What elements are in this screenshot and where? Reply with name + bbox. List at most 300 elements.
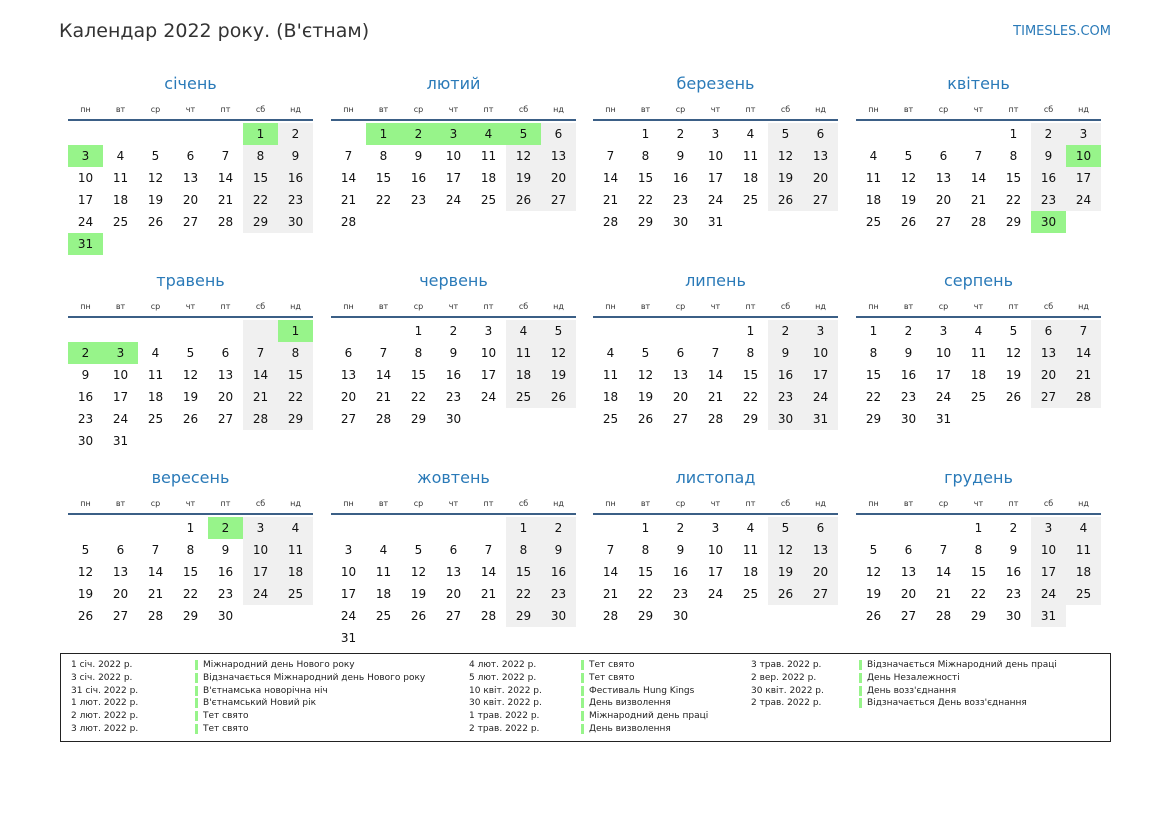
weekend-day-cell[interactable]: 10: [243, 539, 278, 561]
weekend-day-cell[interactable]: 27: [1031, 386, 1066, 408]
day-cell[interactable]: 27: [340, 412, 357, 426]
weekend-day-cell[interactable]: 19: [506, 167, 541, 189]
weekend-day-cell[interactable]: 9: [278, 145, 313, 167]
day-cell[interactable]: 15: [637, 171, 654, 185]
day-cell[interactable]: 29: [410, 412, 427, 426]
day-cell[interactable]: 18: [742, 565, 759, 579]
day-cell[interactable]: 29: [970, 609, 987, 623]
day-cell[interactable]: 15: [865, 368, 882, 382]
weekend-day-cell[interactable]: 20: [803, 561, 838, 583]
day-cell[interactable]: 6: [676, 346, 685, 360]
day-cell[interactable]: 2: [449, 324, 458, 338]
day-cell[interactable]: 20: [217, 390, 234, 404]
day-cell[interactable]: 16: [672, 171, 689, 185]
weekend-day-cell[interactable]: 19: [768, 561, 803, 583]
day-cell[interactable]: 21: [707, 390, 724, 404]
weekend-day-cell[interactable]: 12: [541, 342, 576, 364]
day-cell[interactable]: 8: [1009, 149, 1018, 163]
day-cell[interactable]: 6: [449, 543, 458, 557]
day-cell[interactable]: 5: [186, 346, 195, 360]
weekend-day-cell[interactable]: 11: [506, 342, 541, 364]
day-cell[interactable]: 10: [77, 171, 94, 185]
weekend-day-cell[interactable]: 23: [768, 386, 803, 408]
day-cell[interactable]: 12: [147, 171, 164, 185]
weekend-day-cell[interactable]: 31: [803, 408, 838, 430]
day-cell[interactable]: 17: [707, 171, 724, 185]
holiday-day-cell[interactable]: 3: [68, 145, 103, 167]
weekend-day-cell[interactable]: 29: [506, 605, 541, 627]
day-cell[interactable]: 21: [935, 587, 952, 601]
day-cell[interactable]: 8: [641, 543, 650, 557]
day-cell[interactable]: 1: [641, 127, 650, 141]
weekend-day-cell[interactable]: 5: [768, 517, 803, 539]
day-cell[interactable]: 15: [637, 565, 654, 579]
weekend-day-cell[interactable]: 20: [1031, 364, 1066, 386]
day-cell[interactable]: 31: [935, 412, 952, 426]
weekend-day-cell[interactable]: 30: [541, 605, 576, 627]
day-cell[interactable]: 10: [340, 565, 357, 579]
weekend-day-cell[interactable]: 2: [768, 320, 803, 342]
day-cell[interactable]: 9: [676, 543, 685, 557]
weekend-day-cell[interactable]: 20: [541, 167, 576, 189]
day-cell[interactable]: 4: [746, 521, 755, 535]
day-cell[interactable]: 24: [445, 193, 462, 207]
day-cell[interactable]: 22: [1005, 193, 1022, 207]
day-cell[interactable]: 28: [935, 609, 952, 623]
day-cell[interactable]: 23: [77, 412, 94, 426]
weekend-day-cell[interactable]: 6: [1031, 320, 1066, 342]
day-cell[interactable]: 3: [939, 324, 948, 338]
day-cell[interactable]: 11: [742, 543, 759, 557]
day-cell[interactable]: 29: [742, 412, 759, 426]
weekend-day-cell[interactable]: 16: [541, 561, 576, 583]
weekend-day-cell[interactable]: 27: [541, 189, 576, 211]
day-cell[interactable]: 15: [410, 368, 427, 382]
weekend-day-cell[interactable]: 16: [1031, 167, 1066, 189]
day-cell[interactable]: 29: [637, 609, 654, 623]
day-cell[interactable]: 14: [480, 565, 497, 579]
day-cell[interactable]: 28: [707, 412, 724, 426]
day-cell[interactable]: 28: [602, 215, 619, 229]
weekend-day-cell[interactable]: 12: [506, 145, 541, 167]
day-cell[interactable]: 21: [602, 193, 619, 207]
day-cell[interactable]: 16: [217, 565, 234, 579]
weekend-day-cell[interactable]: 3: [1031, 517, 1066, 539]
day-cell[interactable]: 17: [112, 390, 129, 404]
day-cell[interactable]: 4: [606, 346, 615, 360]
day-cell[interactable]: 8: [869, 346, 878, 360]
weekend-day-cell[interactable]: 10: [803, 342, 838, 364]
day-cell[interactable]: 17: [445, 171, 462, 185]
day-cell[interactable]: 25: [147, 412, 164, 426]
holiday-day-cell[interactable]: 3: [436, 123, 471, 145]
day-cell[interactable]: 9: [81, 368, 90, 382]
day-cell[interactable]: 14: [375, 368, 392, 382]
day-cell[interactable]: 26: [865, 609, 882, 623]
day-cell[interactable]: 27: [182, 215, 199, 229]
weekend-day-cell[interactable]: 16: [768, 364, 803, 386]
weekend-day-cell[interactable]: 14: [243, 364, 278, 386]
day-cell[interactable]: 21: [970, 193, 987, 207]
day-cell[interactable]: 20: [445, 587, 462, 601]
day-cell[interactable]: 30: [217, 609, 234, 623]
day-cell[interactable]: 5: [641, 346, 650, 360]
weekend-day-cell[interactable]: 22: [506, 583, 541, 605]
day-cell[interactable]: 9: [449, 346, 458, 360]
day-cell[interactable]: 22: [637, 587, 654, 601]
weekend-day-cell[interactable]: 13: [803, 145, 838, 167]
weekend-day-cell[interactable]: 20: [803, 167, 838, 189]
day-cell[interactable]: 4: [869, 149, 878, 163]
weekend-day-cell[interactable]: 26: [768, 583, 803, 605]
day-cell[interactable]: 16: [672, 565, 689, 579]
day-cell[interactable]: 10: [112, 368, 129, 382]
day-cell[interactable]: 31: [707, 215, 724, 229]
day-cell[interactable]: 31: [112, 434, 129, 448]
day-cell[interactable]: 1: [746, 324, 755, 338]
day-cell[interactable]: 14: [707, 368, 724, 382]
day-cell[interactable]: 18: [742, 171, 759, 185]
weekend-day-cell[interactable]: 24: [803, 386, 838, 408]
day-cell[interactable]: 12: [1005, 346, 1022, 360]
day-cell[interactable]: 15: [1005, 171, 1022, 185]
day-cell[interactable]: 1: [869, 324, 878, 338]
day-cell[interactable]: 27: [672, 412, 689, 426]
day-cell[interactable]: 28: [970, 215, 987, 229]
weekend-day-cell[interactable]: 5: [541, 320, 576, 342]
weekend-day-cell[interactable]: 9: [541, 539, 576, 561]
weekend-day-cell[interactable]: 2: [278, 123, 313, 145]
day-cell[interactable]: 27: [112, 609, 129, 623]
day-cell[interactable]: 14: [217, 171, 234, 185]
day-cell[interactable]: 13: [217, 368, 234, 382]
day-cell[interactable]: 25: [602, 412, 619, 426]
day-cell[interactable]: 16: [410, 171, 427, 185]
day-cell[interactable]: 27: [445, 609, 462, 623]
day-cell[interactable]: 2: [1009, 521, 1018, 535]
day-cell[interactable]: 7: [221, 149, 230, 163]
day-cell[interactable]: 30: [1005, 609, 1022, 623]
day-cell[interactable]: 4: [379, 543, 388, 557]
day-cell[interactable]: 26: [182, 412, 199, 426]
weekend-day-cell[interactable]: 24: [1066, 189, 1101, 211]
day-cell[interactable]: 24: [112, 412, 129, 426]
day-cell[interactable]: 29: [182, 609, 199, 623]
day-cell[interactable]: 1: [641, 521, 650, 535]
holiday-day-cell[interactable]: 2: [401, 123, 436, 145]
weekend-day-cell[interactable]: 1: [506, 517, 541, 539]
weekend-day-cell[interactable]: 31: [1031, 605, 1066, 627]
day-cell[interactable]: 16: [77, 390, 94, 404]
day-cell[interactable]: 20: [340, 390, 357, 404]
weekend-day-cell[interactable]: 25: [1066, 583, 1101, 605]
day-cell[interactable]: 22: [865, 390, 882, 404]
weekend-day-cell[interactable]: 2: [541, 517, 576, 539]
weekend-day-cell[interactable]: 17: [803, 364, 838, 386]
weekend-day-cell[interactable]: 22: [243, 189, 278, 211]
day-cell[interactable]: 9: [1009, 543, 1018, 557]
weekend-day-cell[interactable]: 3: [243, 517, 278, 539]
day-cell[interactable]: 29: [1005, 215, 1022, 229]
weekend-day-cell[interactable]: 13: [541, 145, 576, 167]
day-cell[interactable]: 16: [445, 368, 462, 382]
weekend-day-cell[interactable]: 27: [803, 583, 838, 605]
weekend-day-cell[interactable]: 8: [243, 145, 278, 167]
day-cell[interactable]: 21: [147, 587, 164, 601]
day-cell[interactable]: 1: [414, 324, 423, 338]
weekend-day-cell[interactable]: 28: [1066, 386, 1101, 408]
day-cell[interactable]: 23: [672, 587, 689, 601]
day-cell[interactable]: 13: [900, 565, 917, 579]
day-cell[interactable]: 8: [746, 346, 755, 360]
day-cell[interactable]: 10: [480, 346, 497, 360]
day-cell[interactable]: 24: [935, 390, 952, 404]
weekend-day-cell[interactable]: 14: [1066, 342, 1101, 364]
weekend-day-cell[interactable]: 17: [243, 561, 278, 583]
day-cell[interactable]: 3: [711, 521, 720, 535]
day-cell[interactable]: 7: [711, 346, 720, 360]
day-cell[interactable]: 9: [221, 543, 230, 557]
day-cell[interactable]: 18: [112, 193, 129, 207]
holiday-day-cell[interactable]: 2: [68, 342, 103, 364]
weekend-day-cell[interactable]: 2: [1031, 123, 1066, 145]
day-cell[interactable]: 19: [637, 390, 654, 404]
weekend-day-cell[interactable]: 30: [768, 408, 803, 430]
weekend-day-cell[interactable]: 23: [1031, 189, 1066, 211]
weekend-day-cell[interactable]: 26: [768, 189, 803, 211]
weekend-day-cell[interactable]: 12: [768, 539, 803, 561]
day-cell[interactable]: 18: [480, 171, 497, 185]
weekend-day-cell[interactable]: 23: [278, 189, 313, 211]
weekend-day-cell[interactable]: 9: [1031, 145, 1066, 167]
day-cell[interactable]: 25: [480, 193, 497, 207]
day-cell[interactable]: 14: [935, 565, 952, 579]
day-cell[interactable]: 28: [340, 215, 357, 229]
day-cell[interactable]: 26: [1005, 390, 1022, 404]
day-cell[interactable]: 13: [935, 171, 952, 185]
day-cell[interactable]: 23: [445, 390, 462, 404]
day-cell[interactable]: 12: [77, 565, 94, 579]
day-cell[interactable]: 13: [672, 368, 689, 382]
day-cell[interactable]: 5: [1009, 324, 1018, 338]
day-cell[interactable]: 5: [869, 543, 878, 557]
day-cell[interactable]: 26: [147, 215, 164, 229]
day-cell[interactable]: 29: [865, 412, 882, 426]
day-cell[interactable]: 11: [865, 171, 882, 185]
day-cell[interactable]: 11: [742, 149, 759, 163]
day-cell[interactable]: 12: [900, 171, 917, 185]
day-cell[interactable]: 13: [445, 565, 462, 579]
day-cell[interactable]: 12: [865, 565, 882, 579]
weekend-day-cell[interactable]: 5: [768, 123, 803, 145]
weekend-day-cell[interactable]: 12: [768, 145, 803, 167]
day-cell[interactable]: 27: [935, 215, 952, 229]
day-cell[interactable]: 22: [182, 587, 199, 601]
weekend-day-cell[interactable]: 3: [1066, 123, 1101, 145]
weekend-day-cell[interactable]: 9: [768, 342, 803, 364]
day-cell[interactable]: 23: [672, 193, 689, 207]
day-cell[interactable]: 7: [606, 149, 615, 163]
holiday-day-cell[interactable]: 1: [243, 123, 278, 145]
weekend-day-cell[interactable]: 26: [506, 189, 541, 211]
day-cell[interactable]: 14: [602, 565, 619, 579]
day-cell[interactable]: 30: [900, 412, 917, 426]
day-cell[interactable]: 4: [116, 149, 125, 163]
day-cell[interactable]: 7: [974, 149, 983, 163]
day-cell[interactable]: 20: [672, 390, 689, 404]
weekend-day-cell[interactable]: 24: [243, 583, 278, 605]
day-cell[interactable]: 8: [414, 346, 423, 360]
day-cell[interactable]: 10: [707, 543, 724, 557]
day-cell[interactable]: 13: [112, 565, 129, 579]
day-cell[interactable]: 18: [602, 390, 619, 404]
day-cell[interactable]: 18: [375, 587, 392, 601]
day-cell[interactable]: 24: [340, 609, 357, 623]
weekend-day-cell[interactable]: 21: [243, 386, 278, 408]
day-cell[interactable]: 24: [480, 390, 497, 404]
weekend-day-cell[interactable]: 6: [803, 517, 838, 539]
weekend-day-cell[interactable]: 25: [278, 583, 313, 605]
day-cell[interactable]: 17: [480, 368, 497, 382]
day-cell[interactable]: 1: [974, 521, 983, 535]
day-cell[interactable]: 12: [637, 368, 654, 382]
weekend-day-cell[interactable]: 7: [243, 342, 278, 364]
day-cell[interactable]: 11: [480, 149, 497, 163]
day-cell[interactable]: 3: [484, 324, 493, 338]
weekend-day-cell[interactable]: 8: [506, 539, 541, 561]
weekend-day-cell[interactable]: 18: [1066, 561, 1101, 583]
day-cell[interactable]: 20: [112, 587, 129, 601]
day-cell[interactable]: 28: [602, 609, 619, 623]
day-cell[interactable]: 15: [375, 171, 392, 185]
day-cell[interactable]: 14: [602, 171, 619, 185]
day-cell[interactable]: 6: [116, 543, 125, 557]
day-cell[interactable]: 7: [379, 346, 388, 360]
day-cell[interactable]: 11: [112, 171, 129, 185]
weekend-day-cell[interactable]: 15: [243, 167, 278, 189]
day-cell[interactable]: 23: [1005, 587, 1022, 601]
weekend-day-cell[interactable]: 13: [1031, 342, 1066, 364]
weekend-day-cell[interactable]: 15: [506, 561, 541, 583]
day-cell[interactable]: 22: [637, 193, 654, 207]
weekend-day-cell[interactable]: 7: [1066, 320, 1101, 342]
day-cell[interactable]: 21: [217, 193, 234, 207]
day-cell[interactable]: 16: [900, 368, 917, 382]
weekend-day-cell[interactable]: 4: [1066, 517, 1101, 539]
day-cell[interactable]: 14: [147, 565, 164, 579]
weekend-day-cell[interactable]: 27: [803, 189, 838, 211]
day-cell[interactable]: 30: [672, 215, 689, 229]
weekend-day-cell[interactable]: 25: [506, 386, 541, 408]
day-cell[interactable]: 8: [186, 543, 195, 557]
weekend-day-cell[interactable]: 4: [506, 320, 541, 342]
weekend-day-cell[interactable]: 21: [1066, 364, 1101, 386]
weekend-day-cell[interactable]: 19: [768, 167, 803, 189]
weekend-day-cell[interactable]: 18: [278, 561, 313, 583]
day-cell[interactable]: 29: [637, 215, 654, 229]
day-cell[interactable]: 6: [904, 543, 913, 557]
day-cell[interactable]: 24: [707, 587, 724, 601]
day-cell[interactable]: 17: [935, 368, 952, 382]
weekend-day-cell[interactable]: 19: [541, 364, 576, 386]
day-cell[interactable]: 21: [602, 587, 619, 601]
day-cell[interactable]: 4: [746, 127, 755, 141]
day-cell[interactable]: 26: [637, 412, 654, 426]
day-cell[interactable]: 26: [900, 215, 917, 229]
day-cell[interactable]: 19: [865, 587, 882, 601]
day-cell[interactable]: 14: [340, 171, 357, 185]
day-cell[interactable]: 10: [935, 346, 952, 360]
weekend-day-cell[interactable]: 18: [506, 364, 541, 386]
weekend-day-cell[interactable]: 8: [278, 342, 313, 364]
day-cell[interactable]: 3: [344, 543, 353, 557]
day-cell[interactable]: 5: [81, 543, 90, 557]
day-cell[interactable]: 8: [379, 149, 388, 163]
day-cell[interactable]: 25: [970, 390, 987, 404]
weekend-day-cell[interactable]: 29: [243, 211, 278, 233]
day-cell[interactable]: 20: [900, 587, 917, 601]
weekend-day-cell[interactable]: 22: [278, 386, 313, 408]
weekend-day-cell[interactable]: 13: [803, 539, 838, 561]
holiday-day-cell[interactable]: 31: [68, 233, 103, 255]
day-cell[interactable]: 21: [480, 587, 497, 601]
day-cell[interactable]: 10: [707, 149, 724, 163]
day-cell[interactable]: 25: [742, 587, 759, 601]
day-cell[interactable]: 6: [344, 346, 353, 360]
day-cell[interactable]: 28: [480, 609, 497, 623]
day-cell[interactable]: 17: [77, 193, 94, 207]
day-cell[interactable]: 18: [970, 368, 987, 382]
day-cell[interactable]: 19: [1005, 368, 1022, 382]
day-cell[interactable]: 6: [221, 346, 230, 360]
day-cell[interactable]: 15: [742, 368, 759, 382]
day-cell[interactable]: 18: [147, 390, 164, 404]
day-cell[interactable]: 4: [974, 324, 983, 338]
day-cell[interactable]: 11: [970, 346, 987, 360]
day-cell[interactable]: 11: [602, 368, 619, 382]
weekend-day-cell[interactable]: 11: [278, 539, 313, 561]
day-cell[interactable]: 6: [186, 149, 195, 163]
day-cell[interactable]: 19: [900, 193, 917, 207]
day-cell[interactable]: 23: [410, 193, 427, 207]
holiday-day-cell[interactable]: 5: [506, 123, 541, 145]
weekend-day-cell[interactable]: 16: [278, 167, 313, 189]
day-cell[interactable]: 28: [217, 215, 234, 229]
day-cell[interactable]: 23: [217, 587, 234, 601]
day-cell[interactable]: 16: [1005, 565, 1022, 579]
weekend-day-cell[interactable]: 30: [278, 211, 313, 233]
weekend-day-cell[interactable]: 23: [541, 583, 576, 605]
day-cell[interactable]: 2: [676, 127, 685, 141]
day-cell[interactable]: 7: [606, 543, 615, 557]
day-cell[interactable]: 19: [77, 587, 94, 601]
weekend-day-cell[interactable]: 11: [1066, 539, 1101, 561]
weekend-day-cell[interactable]: 26: [541, 386, 576, 408]
day-cell[interactable]: 24: [707, 193, 724, 207]
day-cell[interactable]: 19: [410, 587, 427, 601]
day-cell[interactable]: 26: [77, 609, 94, 623]
weekend-day-cell[interactable]: 17: [1066, 167, 1101, 189]
weekend-day-cell[interactable]: 6: [803, 123, 838, 145]
holiday-day-cell[interactable]: 2: [208, 517, 243, 539]
weekend-day-cell[interactable]: 28: [243, 408, 278, 430]
holiday-day-cell[interactable]: 30: [1031, 211, 1066, 233]
day-cell[interactable]: 9: [676, 149, 685, 163]
day-cell[interactable]: 7: [344, 149, 353, 163]
weekend-day-cell[interactable]: 4: [278, 517, 313, 539]
day-cell[interactable]: 1: [1009, 127, 1018, 141]
day-cell[interactable]: 8: [974, 543, 983, 557]
